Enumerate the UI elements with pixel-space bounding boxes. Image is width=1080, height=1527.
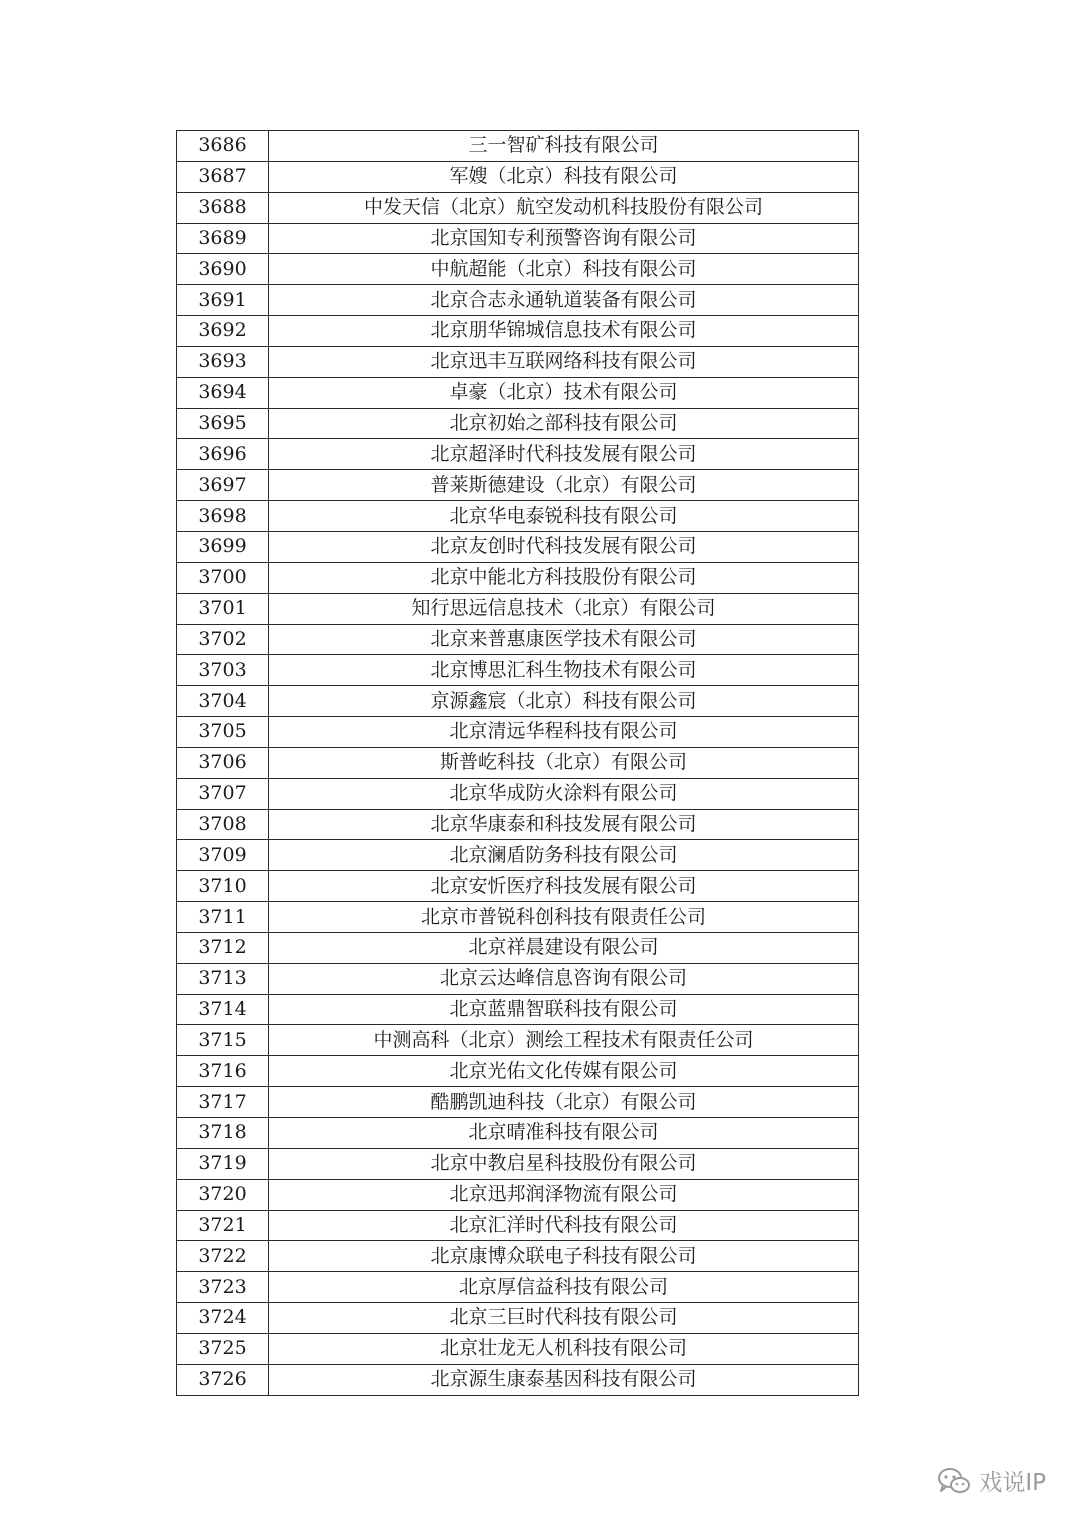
row-number: 3713 bbox=[177, 963, 269, 994]
row-number: 3716 bbox=[177, 1056, 269, 1087]
company-name: 斯普屹科技（北京）有限公司 bbox=[269, 747, 859, 778]
row-number: 3719 bbox=[177, 1148, 269, 1179]
company-name: 北京厚信益科技有限公司 bbox=[269, 1272, 859, 1303]
company-name: 中发天信（北京）航空发动机科技股份有限公司 bbox=[269, 192, 859, 223]
table-row bbox=[177, 377, 859, 408]
table-row bbox=[177, 161, 859, 192]
table-row bbox=[177, 531, 859, 562]
company-list-table bbox=[176, 130, 859, 1396]
row-number: 3704 bbox=[177, 686, 269, 717]
table-row bbox=[177, 1118, 859, 1149]
table-row bbox=[177, 470, 859, 501]
company-name: 北京朋华锦城信息技术有限公司 bbox=[269, 316, 859, 347]
table-row bbox=[177, 778, 859, 809]
row-number: 3721 bbox=[177, 1210, 269, 1241]
row-number: 3706 bbox=[177, 747, 269, 778]
row-number: 3722 bbox=[177, 1241, 269, 1272]
wechat-icon bbox=[937, 1466, 971, 1496]
table-row bbox=[177, 1241, 859, 1272]
company-name: 北京国知专利预警咨询有限公司 bbox=[269, 223, 859, 254]
row-number: 3709 bbox=[177, 840, 269, 871]
table-row bbox=[177, 1210, 859, 1241]
watermark-text: 戏说IP bbox=[979, 1470, 1046, 1496]
table-row bbox=[177, 316, 859, 347]
row-number: 3693 bbox=[177, 346, 269, 377]
company-name: 北京云达峰信息咨询有限公司 bbox=[269, 963, 859, 994]
table-row bbox=[177, 223, 859, 254]
row-number: 3701 bbox=[177, 593, 269, 624]
company-name: 北京华康泰和科技发展有限公司 bbox=[269, 809, 859, 840]
company-name: 北京超泽时代科技发展有限公司 bbox=[269, 439, 859, 470]
row-number: 3725 bbox=[177, 1333, 269, 1364]
table-row bbox=[177, 1272, 859, 1303]
row-number: 3687 bbox=[177, 161, 269, 192]
company-name: 北京初始之部科技有限公司 bbox=[269, 408, 859, 439]
table-row bbox=[177, 932, 859, 963]
company-name: 中测高科（北京）测绘工程技术有限责任公司 bbox=[269, 1025, 859, 1056]
company-list-body bbox=[177, 131, 859, 1396]
company-name: 北京博思汇科生物技术有限公司 bbox=[269, 655, 859, 686]
table-row bbox=[177, 871, 859, 902]
company-name: 北京华成防火涂料有限公司 bbox=[269, 778, 859, 809]
company-name: 北京来普惠康医学技术有限公司 bbox=[269, 624, 859, 655]
row-number: 3708 bbox=[177, 809, 269, 840]
company-name: 北京汇洋时代科技有限公司 bbox=[269, 1210, 859, 1241]
row-number: 3718 bbox=[177, 1118, 269, 1149]
table-row bbox=[177, 1179, 859, 1210]
table-row bbox=[177, 285, 859, 316]
row-number: 3696 bbox=[177, 439, 269, 470]
row-number: 3726 bbox=[177, 1364, 269, 1395]
company-name: 北京华电泰锐科技有限公司 bbox=[269, 501, 859, 532]
company-name: 北京中教启星科技股份有限公司 bbox=[269, 1148, 859, 1179]
company-name: 普莱斯德建设（北京）有限公司 bbox=[269, 470, 859, 501]
company-name: 北京澜盾防务科技有限公司 bbox=[269, 840, 859, 871]
row-number: 3714 bbox=[177, 994, 269, 1025]
table-row bbox=[177, 1025, 859, 1056]
company-name: 北京中能北方科技股份有限公司 bbox=[269, 562, 859, 593]
company-name: 北京蓝鼎智联科技有限公司 bbox=[269, 994, 859, 1025]
company-name: 军嫂（北京）科技有限公司 bbox=[269, 161, 859, 192]
company-name: 知行思远信息技术（北京）有限公司 bbox=[269, 593, 859, 624]
table-row bbox=[177, 747, 859, 778]
row-number: 3691 bbox=[177, 285, 269, 316]
company-name: 北京三巨时代科技有限公司 bbox=[269, 1303, 859, 1334]
table-row bbox=[177, 1333, 859, 1364]
company-name: 北京壮龙无人机科技有限公司 bbox=[269, 1333, 859, 1364]
table-row bbox=[177, 809, 859, 840]
table-row bbox=[177, 994, 859, 1025]
table-row bbox=[177, 1087, 859, 1118]
row-number: 3711 bbox=[177, 902, 269, 933]
row-number: 3717 bbox=[177, 1087, 269, 1118]
row-number: 3712 bbox=[177, 932, 269, 963]
table-row bbox=[177, 1148, 859, 1179]
row-number: 3720 bbox=[177, 1179, 269, 1210]
company-name: 北京市普锐科创科技有限责任公司 bbox=[269, 902, 859, 933]
row-number: 3686 bbox=[177, 131, 269, 162]
row-number: 3705 bbox=[177, 717, 269, 748]
row-number: 3703 bbox=[177, 655, 269, 686]
row-number: 3698 bbox=[177, 501, 269, 532]
row-number: 3715 bbox=[177, 1025, 269, 1056]
company-name: 卓豪（北京）技术有限公司 bbox=[269, 377, 859, 408]
company-name: 三一智矿科技有限公司 bbox=[269, 131, 859, 162]
table-row bbox=[177, 717, 859, 748]
table-row bbox=[177, 1364, 859, 1395]
company-name: 北京迅丰互联网络科技有限公司 bbox=[269, 346, 859, 377]
table-row bbox=[177, 1056, 859, 1087]
company-name: 北京康博众联电子科技有限公司 bbox=[269, 1241, 859, 1272]
table-row bbox=[177, 963, 859, 994]
company-name: 酷鹏凯迪科技（北京）有限公司 bbox=[269, 1087, 859, 1118]
company-name: 北京祥晨建设有限公司 bbox=[269, 932, 859, 963]
table-row bbox=[177, 840, 859, 871]
table-row bbox=[177, 562, 859, 593]
table-row bbox=[177, 254, 859, 285]
row-number: 3690 bbox=[177, 254, 269, 285]
table-row bbox=[177, 686, 859, 717]
table-row bbox=[177, 624, 859, 655]
table-row bbox=[177, 655, 859, 686]
company-name: 北京合志永通轨道装备有限公司 bbox=[269, 285, 859, 316]
company-name: 北京迅邦润泽物流有限公司 bbox=[269, 1179, 859, 1210]
table-row bbox=[177, 1303, 859, 1334]
company-name: 京源鑫宸（北京）科技有限公司 bbox=[269, 686, 859, 717]
company-name: 北京光佑文化传媒有限公司 bbox=[269, 1056, 859, 1087]
row-number: 3694 bbox=[177, 377, 269, 408]
row-number: 3723 bbox=[177, 1272, 269, 1303]
row-number: 3692 bbox=[177, 316, 269, 347]
row-number: 3697 bbox=[177, 470, 269, 501]
table-row bbox=[177, 346, 859, 377]
table-row bbox=[177, 192, 859, 223]
row-number: 3707 bbox=[177, 778, 269, 809]
row-number: 3689 bbox=[177, 223, 269, 254]
table-row bbox=[177, 501, 859, 532]
row-number: 3710 bbox=[177, 871, 269, 902]
row-number: 3724 bbox=[177, 1303, 269, 1334]
row-number: 3702 bbox=[177, 624, 269, 655]
table-row bbox=[177, 439, 859, 470]
company-name: 北京友创时代科技发展有限公司 bbox=[269, 531, 859, 562]
company-name: 北京晴准科技有限公司 bbox=[269, 1118, 859, 1149]
row-number: 3699 bbox=[177, 531, 269, 562]
company-name: 北京清远华程科技有限公司 bbox=[269, 717, 859, 748]
table-row bbox=[177, 131, 859, 162]
company-name: 中航超能（北京）科技有限公司 bbox=[269, 254, 859, 285]
table-row bbox=[177, 593, 859, 624]
row-number: 3688 bbox=[177, 192, 269, 223]
company-name: 北京源生康泰基因科技有限公司 bbox=[269, 1364, 859, 1395]
watermark bbox=[937, 1464, 1046, 1497]
table-row bbox=[177, 902, 859, 933]
row-number: 3700 bbox=[177, 562, 269, 593]
row-number: 3695 bbox=[177, 408, 269, 439]
table-row bbox=[177, 408, 859, 439]
company-name: 北京安忻医疗科技发展有限公司 bbox=[269, 871, 859, 902]
